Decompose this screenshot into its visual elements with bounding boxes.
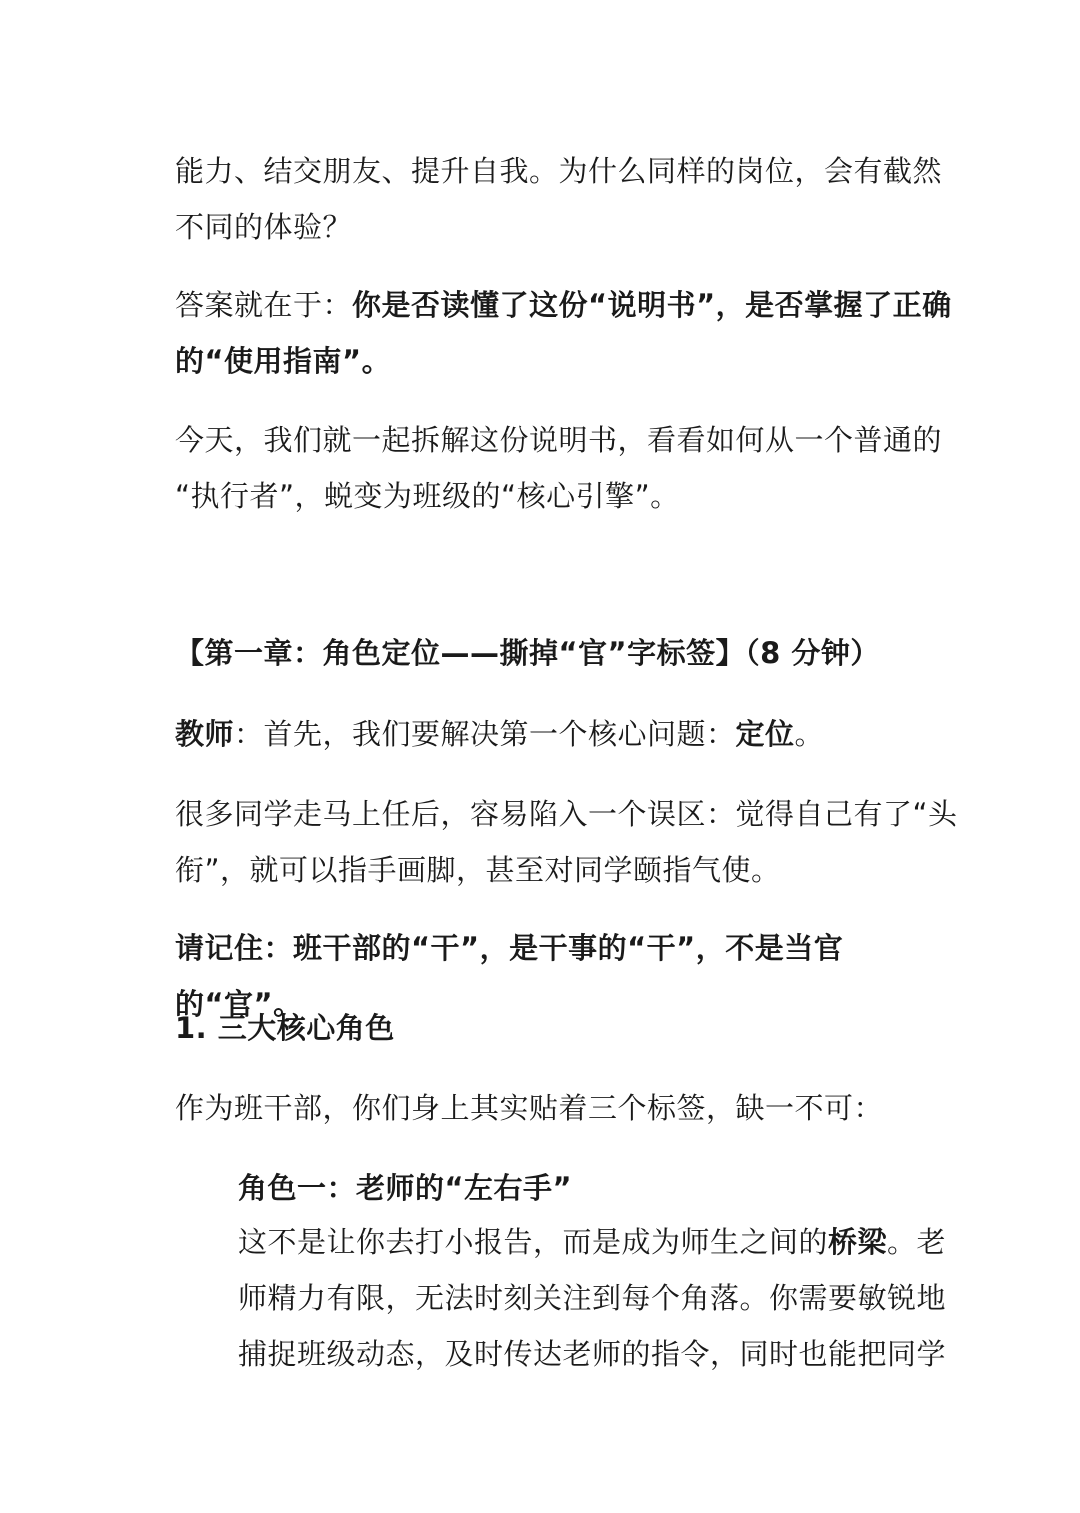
paragraph-today-line-2: “执行者”，蜕变为班级的“核心引擎”。 — [175, 479, 680, 513]
chapter-heading: 【第一章：角色定位——撕掉“官”字标签】（8 分钟） — [175, 636, 880, 670]
paragraph-intro-line-1: 能力、结交朋友、提升自我。为什么同样的岗位，会有截然 — [175, 154, 943, 188]
teacher-label: 教师 — [175, 717, 235, 751]
paragraph-answer — [175, 277, 952, 389]
answer-emphasis-1: 你是否读懂了这份“说明书”，是否掌握了正确 — [352, 288, 952, 322]
role-one-body — [238, 1214, 947, 1382]
paragraph-today-line-1: 今天，我们就一起拆解这份说明书，看看如何从一个普通的 — [175, 423, 943, 457]
paragraph-three-labels: 作为班干部，你们身上其实贴着三个标签，缺一不可： — [175, 1091, 884, 1125]
role-one-emphasis: 桥梁 — [828, 1225, 888, 1259]
paragraph-teacher — [175, 706, 915, 762]
paragraph-intro-line-2: 不同的体验？ — [175, 210, 353, 244]
answer-lead: 答案就在于： — [175, 288, 353, 322]
paragraph-remember: 请记住：班干部的“干”，是干事的“干”，不是当官的“官”。 — [175, 931, 844, 1021]
role-one-line-1 — [238, 1214, 947, 1270]
paragraph-misconception — [175, 786, 958, 898]
paragraph-answer-line-1 — [175, 277, 952, 333]
teacher-emphasis: 定位 — [735, 717, 795, 751]
paragraph-misconception-line-1: 很多同学走马上任后，容易陷入一个误区：觉得自己有了“头 — [175, 797, 958, 831]
section-heading: 1. 三大核心角色 — [175, 1011, 395, 1045]
teacher-end: 。 — [794, 717, 825, 751]
answer-emphasis-2: 的“使用指南”。 — [175, 344, 392, 378]
role-one-line-3: 捕捉班级动态，及时传达老师的指令，同时也能把同学 — [238, 1337, 947, 1371]
paragraph-today — [175, 412, 943, 524]
role-one-heading: 角色一：老师的“左右手” — [238, 1171, 573, 1205]
role-one-line-1-start: 这不是让你去打小报告，而是成为师生之间的 — [238, 1225, 829, 1259]
role-one-line-1-end: 。老 — [887, 1225, 947, 1259]
role-one-line-2: 师精力有限，无法时刻关注到每个角落。你需要敏锐地 — [238, 1281, 947, 1315]
paragraph-misconception-line-2: 衔”，就可以指手画脚，甚至对同学颐指气使。 — [175, 853, 781, 887]
teacher-text: ：首先，我们要解决第一个核心问题： — [234, 717, 736, 751]
paragraph-intro — [175, 143, 943, 255]
